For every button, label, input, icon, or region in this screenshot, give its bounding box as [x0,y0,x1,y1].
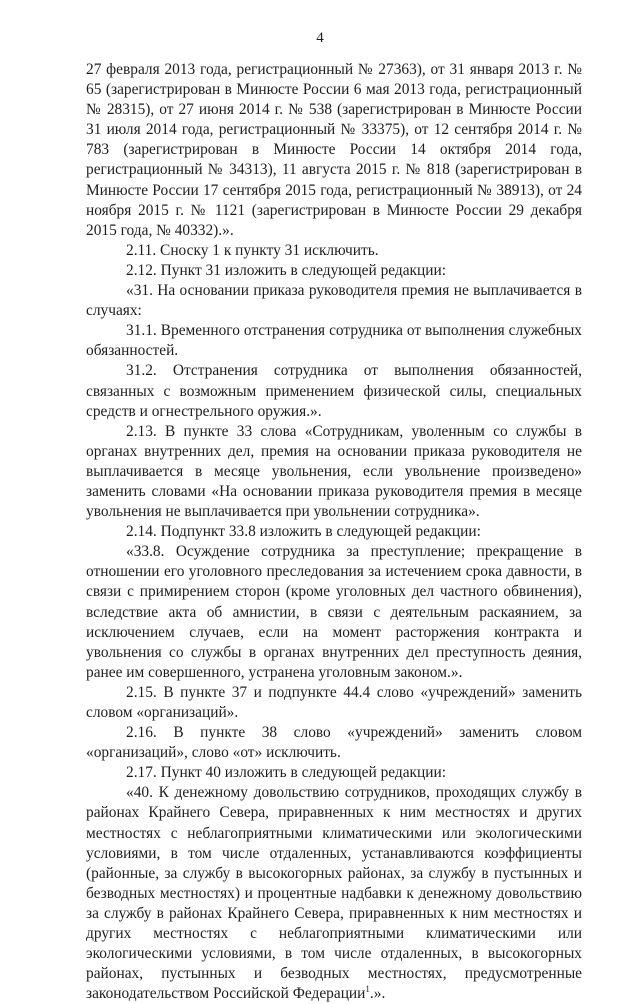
paragraph-continuation: 27 февраля 2013 года, регистрационный № 27363), от 31 января 2013 г. № 65 (зарегистрирован в Минюсте России 6 мая 2013 года, регистрационный № 28315), от 27 июня 2014 г. № 538 (зарегистрирован в Минюсте России 31 июля 2014 года, регистрационный № 33375), от 12 сентября 2014 г. № 783 (зарегистрирован в Минюсте России 14 октября 2014 года, регистрационный № 34313), 11 августа 2015 г. № 818 (зарегистрирован в Минюсте России 17 сентября 2015 года, регистрационный № 38913), от 24 ноября 2015 г. № 1121 (зарегистрирован в Минюсте России 29 декабря 2015 года, № 40332).». [86,61,582,239]
paragraph-31: «31. На основании приказа руководителя премия не выплачивается в случаях: [86,282,582,320]
paragraph-2-15: 2.15. В пункте 37 и подпункте 44.4 слово «учреждений» заменить словом «организаций». [86,683,582,721]
paragraph-2-13: 2.13. В пункте 33 слова «Сотрудникам, уволенным со службы в органах внутренних дел, премия на основании приказа руководителя не выплачивается в месяце увольнения, если увольнение произведено» заменить словами «На основании приказа руководителя премия в месяце увольнения не выплачивается при увольнении сотрудника». [86,422,582,521]
document-body [86,60,582,1004]
paragraph-33-8: «33.8. Осуждение сотрудника за преступление; прекращение в отношении его уголовного преследования за истечением срока давности, в связи с примирением сторон (кроме уголовных дел частного обвинения), вследствие акта об амнистии, в связи с деятельным раскаянием, за исключением случаев, если на момент расторжения контракта и увольнения со службы в органах внутренних дел преступность деяния, ранее им совершенного, устранена уголовным законом.». [86,543,582,681]
page-number: 4 [316,30,324,46]
paragraph-2-14: 2.14. Подпункт 33.8 изложить в следующей редакции: [126,523,481,541]
paragraph-40-closing: .». [369,985,386,1003]
paragraph-31-2: 31.2. Отстранения сотрудника от выполнения обязанностей, связанных с возможным применением физической силы, специальных средств и огнестрельного оружия.». [86,362,582,420]
paragraph-31-1: 31.1. Временного отстранения сотрудника от выполнения служебных обязанностей. [86,322,582,360]
paragraph-2-16: 2.16. В пункте 38 слово «учреждений» заменить словом «организаций», слово «от» исключить. [86,724,582,762]
paragraph-2-11: 2.11. Сноску 1 к пункту 31 исключить. [126,241,379,259]
paragraph-2-17: 2.17. Пункт 40 изложить в следующей редакции: [126,764,447,782]
paragraph-2-12: 2.12. Пункт 31 изложить в следующей редакции: [126,261,447,279]
paragraph-40 [86,783,582,1004]
paragraph-40-text: «40. К денежному довольствию сотрудников, проходящих службу в районах Крайнего Севера, приравненных к ним местностях и других местностях с неблагоприятными климатическими или экологическими условиями, в том числе отдаленных, устанавливаются коэффициенты (районные, за службу в высокогорных районах, за службу в пустынных и безводных местностях) и процентные надбавки к денежному довольствию за службу в районах Крайнего Севера, приравненных к ним местностях и других местностях с неблагоприятными климатическими или экологическими условиями, в том числе отдаленных, в высокогорных районах, пустынных и безводных местностях, предусмотренные законодательством Российской Федерации [86,784,582,1003]
footnote-marker: 1 [365,984,370,995]
